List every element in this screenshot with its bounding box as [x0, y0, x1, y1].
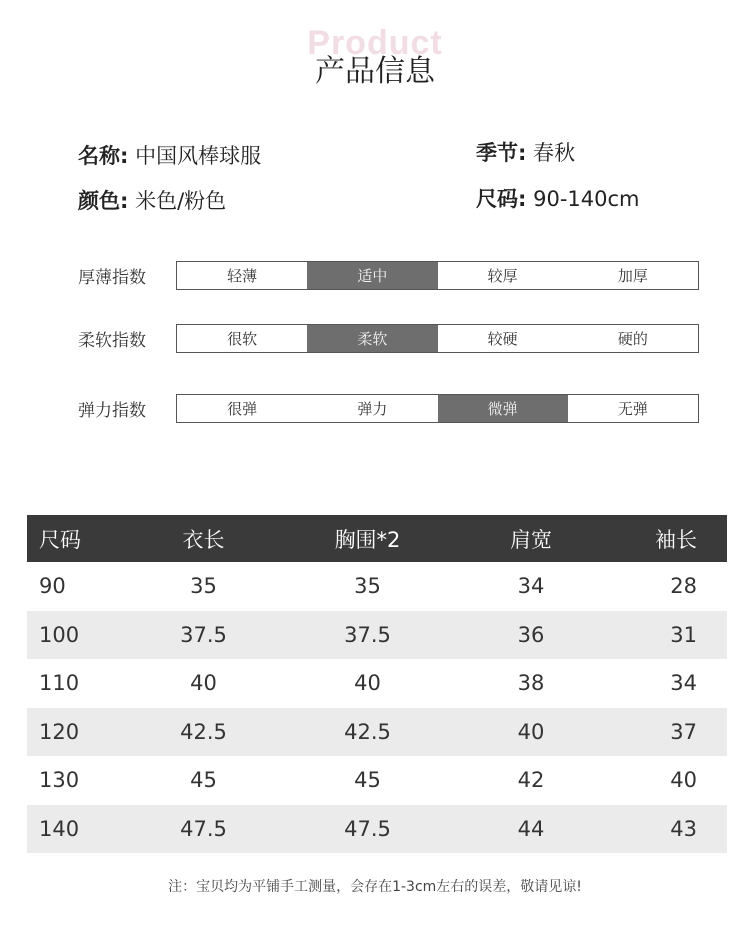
cell-length: 35	[190, 574, 217, 599]
index-scale	[176, 324, 699, 353]
size-label: 尺码:	[476, 187, 527, 211]
thickness-index	[78, 261, 700, 290]
index-option: 轻薄	[227, 267, 258, 285]
season-label: 季节:	[476, 141, 527, 165]
cell-sleeve: 43	[670, 816, 697, 841]
cell-length: 37.5	[180, 622, 227, 647]
season-value: 春秋	[533, 141, 576, 165]
index-label: 柔软指数	[78, 331, 146, 351]
softness-index	[78, 324, 700, 353]
header-shoulder: 肩宽	[510, 527, 552, 552]
index-option: 很软	[227, 330, 258, 348]
table-row	[27, 659, 727, 708]
watermark-text: Product	[307, 24, 443, 62]
cell-chest: 45	[354, 768, 381, 793]
cell-length: 47.5	[180, 816, 227, 841]
index-option-selected: 柔软	[307, 325, 437, 352]
index-option-selected: 微弹	[438, 395, 568, 422]
cell-length: 40	[190, 671, 217, 696]
cell-sleeve: 40	[670, 768, 697, 793]
header-sleeve: 袖长	[655, 527, 697, 552]
table-row	[27, 611, 727, 660]
cell-chest: 40	[354, 671, 381, 696]
cell-shoulder: 36	[517, 622, 545, 647]
cell-chest: 37.5	[344, 622, 391, 647]
index-option-selected: 适中	[307, 262, 437, 289]
cell-sleeve: 37	[670, 719, 697, 744]
index-option: 较厚	[487, 267, 518, 285]
header-length: 衣长	[182, 527, 225, 552]
index-scale	[176, 261, 699, 290]
table-row	[27, 708, 727, 757]
index-option: 较硬	[487, 330, 518, 348]
name-value: 中国风棒球服	[135, 144, 262, 168]
measurement-note: 注：宝贝均为平铺手工测量，会存在1-3cm左右的误差，敬请见谅!	[168, 879, 582, 895]
cell-sleeve: 31	[670, 622, 697, 647]
index-option: 加厚	[617, 267, 648, 285]
page-title: 产品信息	[315, 54, 435, 89]
index-option: 无弹	[617, 400, 648, 418]
header-size: 尺码	[39, 527, 81, 552]
size-table	[27, 515, 727, 853]
cell-shoulder: 44	[517, 816, 545, 841]
color-label: 颜色:	[78, 189, 129, 213]
index-label: 弹力指数	[78, 401, 146, 421]
cell-size: 110	[39, 671, 80, 696]
product-color	[78, 185, 226, 215]
elasticity-index	[78, 394, 700, 423]
cell-length: 45	[190, 768, 217, 793]
table-row	[27, 805, 727, 854]
color-value: 米色/粉色	[135, 189, 227, 213]
cell-sleeve: 34	[670, 671, 697, 696]
cell-size: 130	[39, 768, 80, 793]
index-option: 很弹	[227, 400, 258, 418]
product-season	[476, 137, 575, 167]
size-value: 90-140cm	[533, 187, 640, 211]
cell-chest: 42.5	[344, 719, 391, 744]
index-option: 硬的	[617, 330, 648, 348]
name-label: 名称:	[78, 144, 129, 168]
cell-chest: 35	[354, 574, 381, 599]
table-row	[27, 562, 727, 611]
header-chest: 胸围*2	[334, 527, 401, 552]
cell-sleeve: 28	[670, 574, 697, 599]
cell-shoulder: 40	[517, 719, 545, 744]
product-name	[78, 140, 261, 170]
cell-size: 140	[39, 816, 80, 841]
size-table-header	[27, 515, 727, 562]
index-label: 厚薄指数	[78, 268, 146, 288]
cell-size: 120	[39, 719, 80, 744]
cell-size: 100	[39, 622, 80, 647]
index-option: 弹力	[357, 400, 388, 418]
cell-length: 42.5	[180, 719, 227, 744]
table-row	[27, 756, 727, 805]
product-size	[476, 183, 639, 213]
cell-size: 90	[39, 574, 66, 599]
cell-shoulder: 38	[517, 671, 545, 696]
cell-chest: 47.5	[344, 816, 391, 841]
cell-shoulder: 42	[517, 768, 545, 793]
index-scale	[176, 394, 699, 423]
cell-shoulder: 34	[517, 574, 545, 599]
